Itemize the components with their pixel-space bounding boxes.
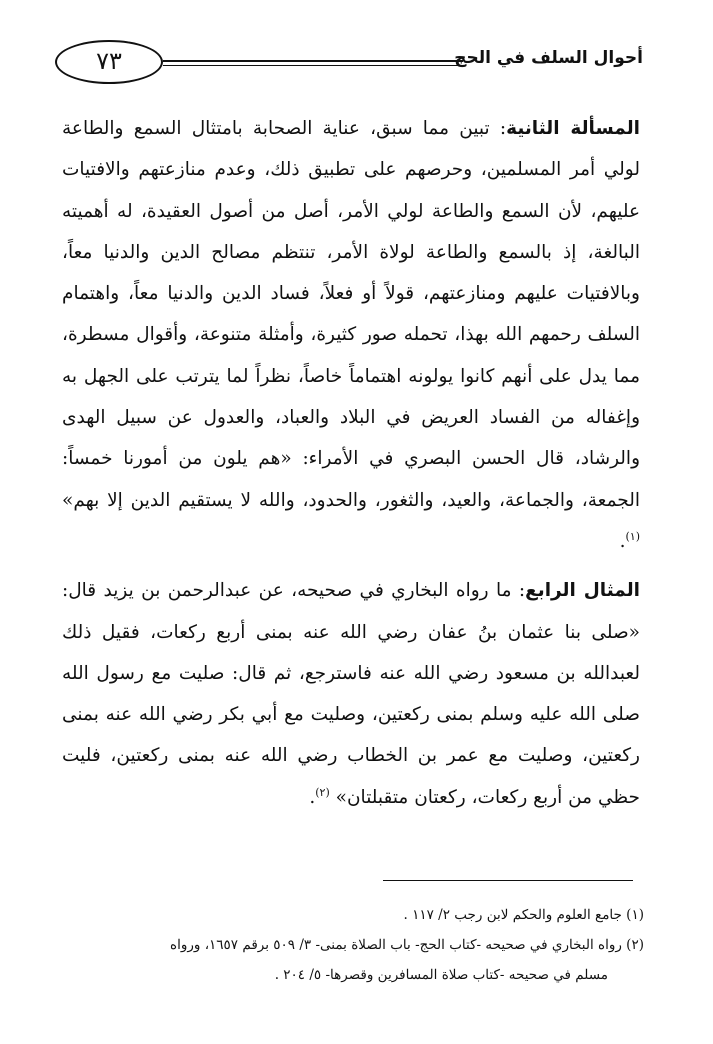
paragraph-second-issue: [62, 108, 640, 562]
paragraph-heading: المسألة الثانية: [506, 118, 640, 139]
footnote-divider: [383, 880, 633, 881]
paragraph-end: .: [309, 786, 316, 808]
paragraph-text: : تبين مما سبق، عناية الصحابة بامتثال السمع والطاعة لولي أمر المسلمين، وحرصهم على تطبيق ذلك، وعدم منازعتهم والافتيات عليهم، لأن السمع والطاعة لولي الأمر، أصل من أصول العقيدة، له أهميته البالغة، إذ بالسمع والطاعة لولاة الأمر، تنتظم مصالح الدين والدنيا معاً، وبالافتيات عليهم ومنازعتهم، قولاً أو فعلاً، فساد الدين والدنيا معاً، واهتمام السلف رحمهم الله بهذا، تحمله صور كثيرة، وأمثلة متنوعة، وأقوال مسطرة، مما يدل على أنهم كانوا يولونه اهتماماً خاصاً، نظراً لما يترتب على الجهل به وإغفاله من الفساد العريض في البلاد والعباد، والعدول عن سبيل الهدى والرشاد، قال الحسن البصري في الأمراء: «هم يلون من أمورنا خمساً: الجمعة، والجماعة، والعيد، والثغور، والحدود، والله لا يستقيم الدين إلا بهم»: [62, 118, 640, 511]
footnote-ref-1[interactable]: (١): [625, 529, 640, 543]
page-number: ٧٣: [55, 40, 163, 84]
running-title: أحوال السلف في الحج: [454, 48, 643, 68]
footnote-1: (١) جامع العلوم والحكم لابن رجب ٢/ ١١٧ .: [403, 907, 644, 923]
footnote-ref-2[interactable]: (٢): [315, 785, 330, 799]
page-header: [55, 40, 643, 90]
paragraph-heading: المثال الرابع: [525, 580, 641, 602]
paragraph-fourth-example: [62, 570, 640, 818]
footnotes: [50, 900, 644, 990]
footnote-2: (٢) رواه البخاري في صحيحه -كتاب الحج- باب الصلاة بمنى- ٣/ ٥٠٩ برقم ١٦٥٧، ورواه: [170, 937, 644, 953]
header-rule: [163, 60, 463, 66]
main-text: [62, 108, 640, 818]
paragraph-text: : ما رواه البخاري في صحيحه، عن عبدالرحمن بن يزيد قال: «صلى بنا عثمان بنُ عفان رضي الله عنه بمنى أربع ركعات، فقيل ذلك لعبدالله بن مسعود رضي الله عنه فاسترجع، ثم قال: صليت مع رسول الله صلى الله عليه وسلم بمنى ركعتين، وصليت مع أبي بكر رضي الله عنه بمنى ركعتين، وصليت مع عمر بن الخطاب رضي الله عنه بمنى ركعتين، فليت حظي من أربع ركعات، ركعتان متقبلتان»: [62, 580, 640, 808]
footnote-2-continuation: مسلم في صحيحه -كتاب صلاة المسافرين وقصرها- ٥/ ٢٠٤ .: [274, 967, 608, 983]
paragraph-end: .: [619, 530, 626, 552]
